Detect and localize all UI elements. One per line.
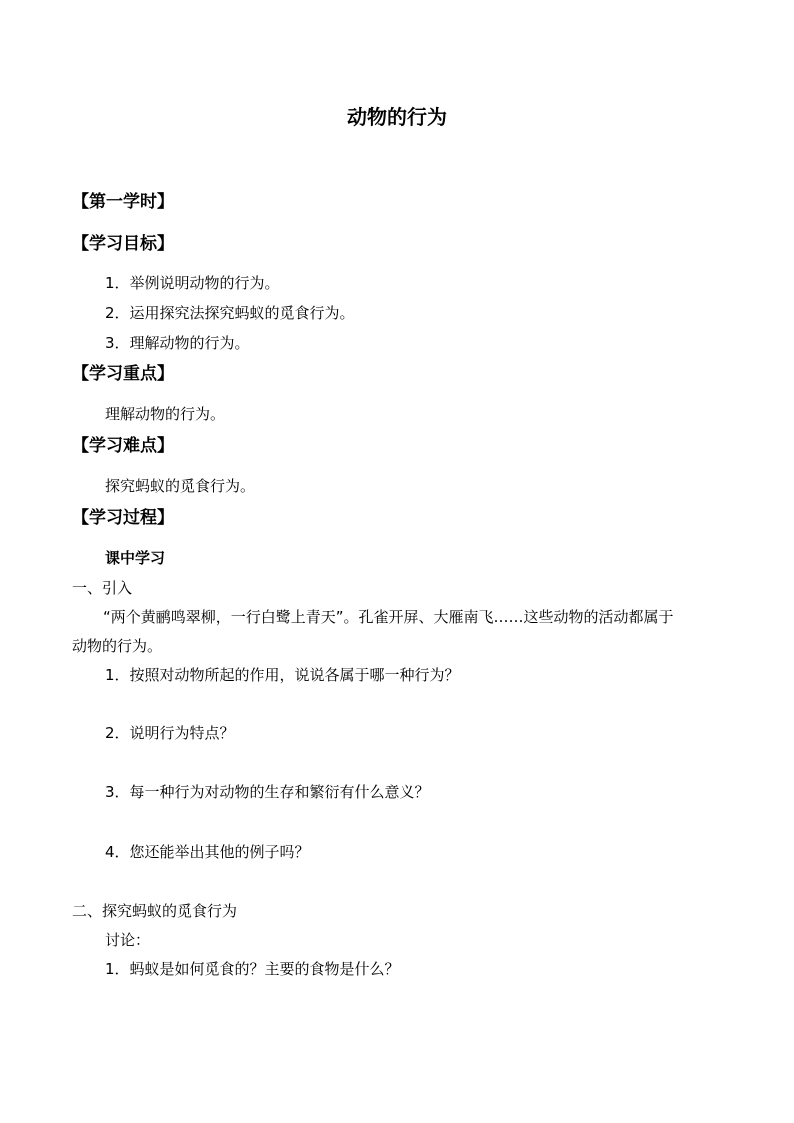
- objectives-heading: 【学习目标】: [72, 234, 174, 254]
- difficulties-heading: 【学习难点】: [72, 436, 174, 456]
- key-points-heading: 【学习重点】: [72, 364, 174, 384]
- key-points-text: 理解动物的行为。: [105, 405, 226, 423]
- section1-paragraph-line1: “两个黄鹂鸣翠柳，一行白鹭上青天”。孔雀开屏、大雁南飞……这些动物的活动都属于: [103, 608, 674, 626]
- discussion-label: 讨论：: [105, 931, 151, 949]
- difficulties-text: 探究蚂蚁的觅食行为。: [105, 477, 256, 495]
- section2-title: 二、探究蚂蚁的觅食行为: [72, 902, 238, 920]
- process-heading: 【学习过程】: [72, 508, 174, 528]
- section1-paragraph-line2: 动物的行为。: [72, 637, 163, 655]
- objective-item: 3．理解动物的行为。: [105, 334, 250, 352]
- section1-question: 3．每一种行为对动物的生存和繁衍有什么意义？: [105, 783, 430, 801]
- section1-question: 2．说明行为特点？: [105, 724, 235, 742]
- objective-item: 1．举例说明动物的行为。: [105, 274, 280, 292]
- process-subheading: 课中学习: [105, 549, 166, 567]
- objective-item: 2．运用探究法探究蚂蚁的觅食行为。: [105, 304, 355, 322]
- section1-question: 1．按照对动物所起的作用，说说各属于哪一种行为？: [105, 666, 460, 684]
- lesson-heading: 【第一学时】: [72, 192, 174, 212]
- section1-question: 4．您还能举出其他的例子吗？: [105, 843, 310, 861]
- document-title: 动物的行为: [347, 105, 447, 129]
- section1-title: 一、引入: [72, 579, 133, 597]
- section2-question: 1．蚂蚁是如何觅食的？主要的食物是什么？: [105, 960, 400, 978]
